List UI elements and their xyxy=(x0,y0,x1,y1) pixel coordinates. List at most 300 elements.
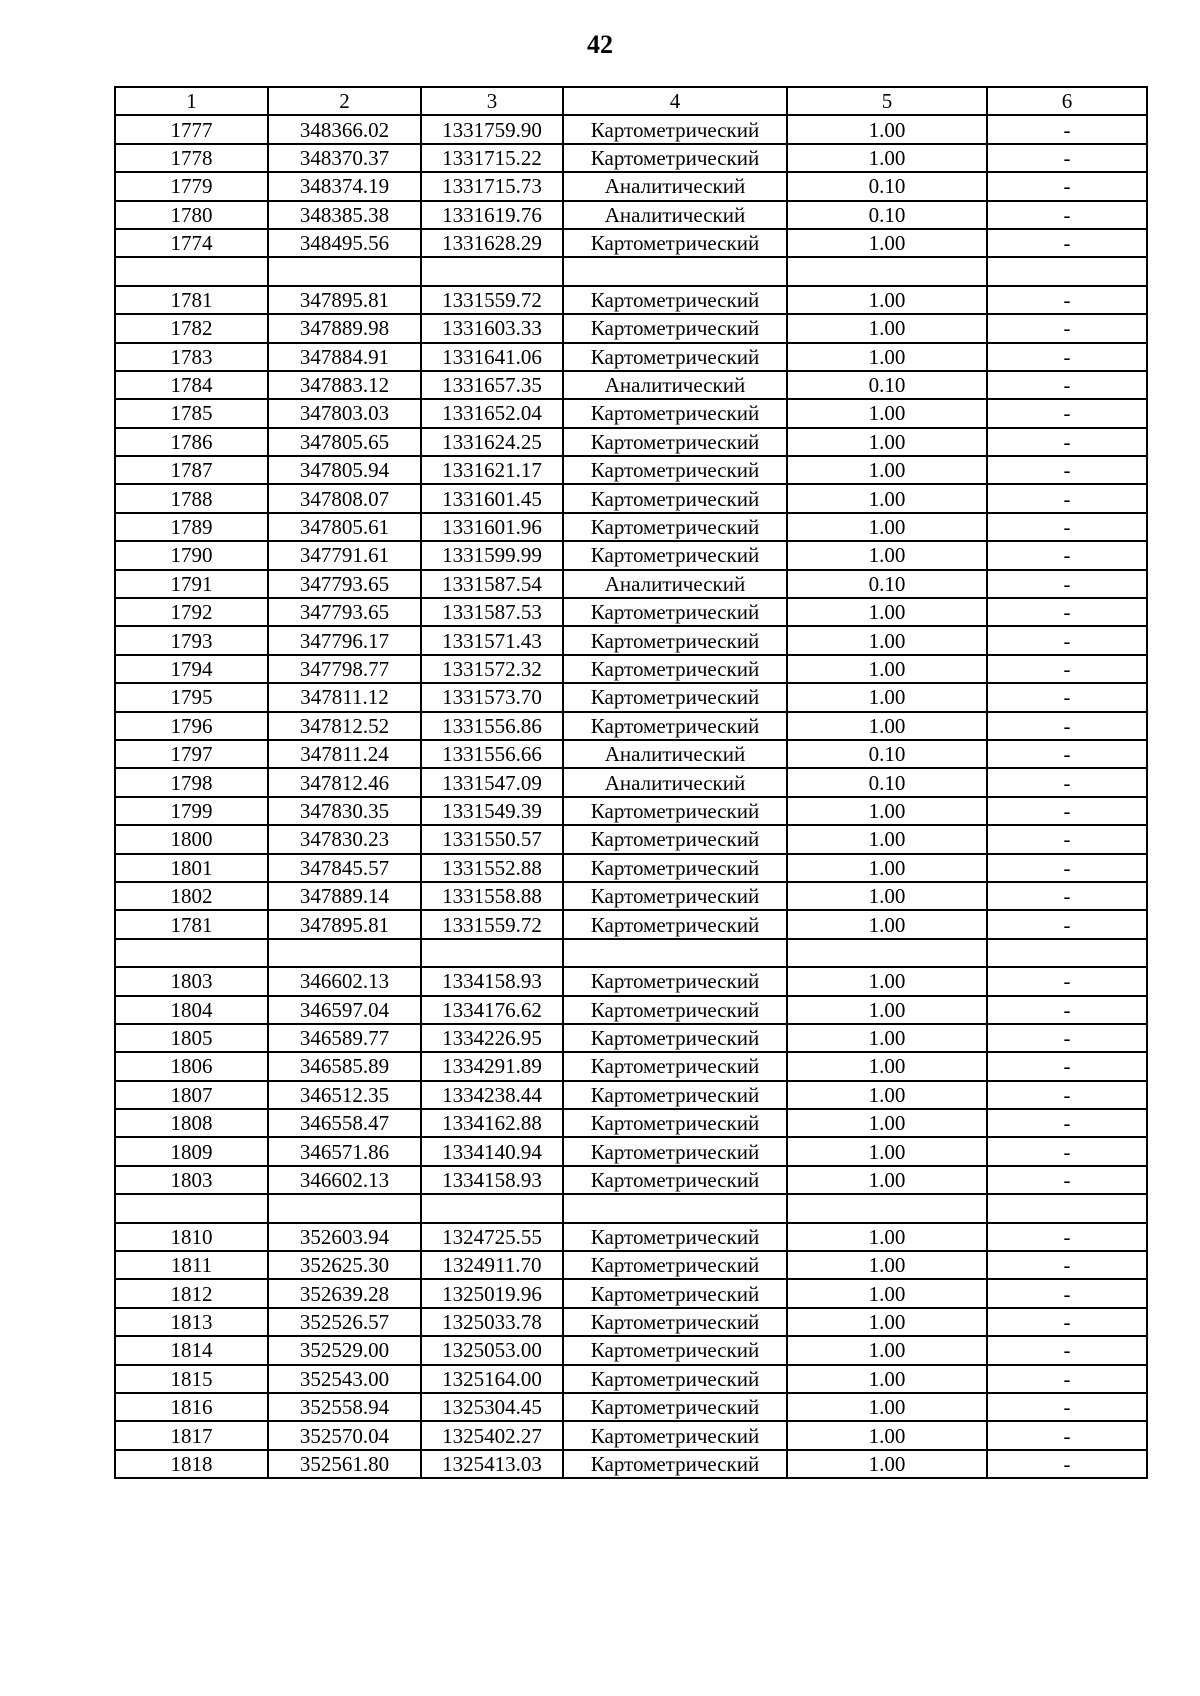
table-cell: 0.10 xyxy=(787,768,987,796)
table-cell: 1802 xyxy=(115,882,268,910)
table-row xyxy=(115,343,1147,371)
table-cell: 346597.04 xyxy=(268,996,421,1024)
table-cell: 1815 xyxy=(115,1365,268,1393)
table-cell: - xyxy=(987,1081,1147,1109)
table-cell: Аналитический xyxy=(563,172,787,200)
table-row xyxy=(115,257,1147,285)
table-cell: 1786 xyxy=(115,428,268,456)
table-cell xyxy=(563,1194,787,1222)
table-cell: Картометрический xyxy=(563,484,787,512)
table-row xyxy=(115,1279,1147,1307)
table-cell: 1.00 xyxy=(787,1024,987,1052)
table-cell: 1334140.94 xyxy=(421,1137,563,1165)
table-cell: Картометрический xyxy=(563,683,787,711)
table-cell: 346571.86 xyxy=(268,1137,421,1165)
table-cell: 1331558.88 xyxy=(421,882,563,910)
table-cell: 347791.61 xyxy=(268,541,421,569)
table-cell: 1.00 xyxy=(787,854,987,882)
table-row xyxy=(115,1450,1147,1478)
table-cell: 1794 xyxy=(115,655,268,683)
table-cell xyxy=(268,939,421,967)
table-row xyxy=(115,1166,1147,1194)
table-cell: 1.00 xyxy=(787,1365,987,1393)
table-cell: Картометрический xyxy=(563,1109,787,1137)
column-header: 1 xyxy=(115,87,268,115)
table-row xyxy=(115,314,1147,342)
table-cell: Картометрический xyxy=(563,854,787,882)
table-cell: 1785 xyxy=(115,399,268,427)
table-cell: 1.00 xyxy=(787,428,987,456)
table-cell: 352543.00 xyxy=(268,1365,421,1393)
table-cell: Картометрический xyxy=(563,513,787,541)
column-header: 5 xyxy=(787,87,987,115)
table-cell: 1812 xyxy=(115,1279,268,1307)
table-cell: - xyxy=(987,456,1147,484)
table-cell: 0.10 xyxy=(787,371,987,399)
table-cell: 347889.14 xyxy=(268,882,421,910)
table-cell: 1.00 xyxy=(787,456,987,484)
table-cell: 347845.57 xyxy=(268,854,421,882)
table-cell: 1808 xyxy=(115,1109,268,1137)
table-row xyxy=(115,854,1147,882)
table-cell: - xyxy=(987,598,1147,626)
table-cell: Аналитический xyxy=(563,740,787,768)
table-row xyxy=(115,399,1147,427)
table-cell: 1.00 xyxy=(787,144,987,172)
table-cell: Картометрический xyxy=(563,882,787,910)
table-cell: 1787 xyxy=(115,456,268,484)
table-cell: 348495.56 xyxy=(268,229,421,257)
table-cell: - xyxy=(987,854,1147,882)
table-cell: 1.00 xyxy=(787,1137,987,1165)
table-cell: 1.00 xyxy=(787,1166,987,1194)
table-row xyxy=(115,882,1147,910)
column-header: 2 xyxy=(268,87,421,115)
table-cell: - xyxy=(987,1393,1147,1421)
table-row xyxy=(115,967,1147,995)
table-cell: 1.00 xyxy=(787,484,987,512)
table-cell: 1792 xyxy=(115,598,268,626)
table-cell: - xyxy=(987,343,1147,371)
table-row xyxy=(115,910,1147,938)
table-cell: 347830.23 xyxy=(268,825,421,853)
table-cell xyxy=(421,257,563,285)
table-cell: 0.10 xyxy=(787,201,987,229)
table-cell: 1.00 xyxy=(787,1251,987,1279)
table-cell: 1331549.39 xyxy=(421,797,563,825)
table-cell: Картометрический xyxy=(563,1223,787,1251)
table-cell: - xyxy=(987,1109,1147,1137)
table-row xyxy=(115,1052,1147,1080)
table-cell: - xyxy=(987,797,1147,825)
table-cell: - xyxy=(987,683,1147,711)
table-cell: 1.00 xyxy=(787,1223,987,1251)
table-row xyxy=(115,1137,1147,1165)
table-cell: 1331641.06 xyxy=(421,343,563,371)
table-row xyxy=(115,428,1147,456)
table-cell: Картометрический xyxy=(563,1308,787,1336)
table-cell: 347805.61 xyxy=(268,513,421,541)
table-cell: 1334176.62 xyxy=(421,996,563,1024)
column-header: 3 xyxy=(421,87,563,115)
table-cell: 1779 xyxy=(115,172,268,200)
table-cell: 347798.77 xyxy=(268,655,421,683)
table-cell: Картометрический xyxy=(563,541,787,569)
table-cell: 0.10 xyxy=(787,570,987,598)
table-cell: 347811.12 xyxy=(268,683,421,711)
table-row xyxy=(115,1308,1147,1336)
table-cell: 1806 xyxy=(115,1052,268,1080)
table-cell: 1331559.72 xyxy=(421,910,563,938)
table-cell: Картометрический xyxy=(563,1365,787,1393)
table-cell: 1.00 xyxy=(787,1109,987,1137)
table-cell: 1796 xyxy=(115,712,268,740)
table-cell: 1334158.93 xyxy=(421,967,563,995)
table-cell xyxy=(115,257,268,285)
table-cell: 1331550.57 xyxy=(421,825,563,853)
table-cell: 1.00 xyxy=(787,314,987,342)
table-cell: 1817 xyxy=(115,1421,268,1449)
table-cell: 1.00 xyxy=(787,286,987,314)
table-row xyxy=(115,541,1147,569)
table-cell: 347830.35 xyxy=(268,797,421,825)
table-cell: 1325053.00 xyxy=(421,1336,563,1364)
table-row xyxy=(115,371,1147,399)
table-row xyxy=(115,768,1147,796)
table-cell: 1325033.78 xyxy=(421,1308,563,1336)
table-cell: 1774 xyxy=(115,229,268,257)
table-cell: 347895.81 xyxy=(268,910,421,938)
table-cell xyxy=(421,939,563,967)
table-cell: 1814 xyxy=(115,1336,268,1364)
table-cell: Картометрический xyxy=(563,1279,787,1307)
table-body xyxy=(115,115,1147,1478)
table-cell: Картометрический xyxy=(563,1024,787,1052)
table-cell xyxy=(268,1194,421,1222)
table-cell: - xyxy=(987,882,1147,910)
table-cell: 347895.81 xyxy=(268,286,421,314)
table-cell: Картометрический xyxy=(563,1421,787,1449)
table-cell: 1331599.99 xyxy=(421,541,563,569)
table-cell: 1334238.44 xyxy=(421,1081,563,1109)
table-cell: Картометрический xyxy=(563,797,787,825)
table-row xyxy=(115,1421,1147,1449)
table-cell: 347812.46 xyxy=(268,768,421,796)
table-cell: 1803 xyxy=(115,1166,268,1194)
table-cell: 347883.12 xyxy=(268,371,421,399)
table-cell: 1781 xyxy=(115,910,268,938)
table-cell: Картометрический xyxy=(563,626,787,654)
table-row xyxy=(115,115,1147,143)
table-cell: 352561.80 xyxy=(268,1450,421,1478)
table-cell: - xyxy=(987,172,1147,200)
table-cell: 1334291.89 xyxy=(421,1052,563,1080)
table-cell xyxy=(787,257,987,285)
table-cell: 1.00 xyxy=(787,541,987,569)
table-cell: 346589.77 xyxy=(268,1024,421,1052)
table-cell: 347811.24 xyxy=(268,740,421,768)
table-cell: 347793.65 xyxy=(268,570,421,598)
table-cell: 1331628.29 xyxy=(421,229,563,257)
table-cell: 1780 xyxy=(115,201,268,229)
table-row xyxy=(115,797,1147,825)
coordinates-table xyxy=(114,86,1148,1479)
table-cell: Картометрический xyxy=(563,825,787,853)
table-row xyxy=(115,1336,1147,1364)
table-row xyxy=(115,939,1147,967)
table-row xyxy=(115,1109,1147,1137)
table-cell: Картометрический xyxy=(563,144,787,172)
table-cell: 1777 xyxy=(115,115,268,143)
table-cell: 352603.94 xyxy=(268,1223,421,1251)
table-row xyxy=(115,144,1147,172)
table-cell: 1.00 xyxy=(787,712,987,740)
table-cell: Картометрический xyxy=(563,655,787,683)
table-cell: 346602.13 xyxy=(268,967,421,995)
table-cell: 348366.02 xyxy=(268,115,421,143)
table-row xyxy=(115,484,1147,512)
table-cell: 352558.94 xyxy=(268,1393,421,1421)
table-cell: 1.00 xyxy=(787,513,987,541)
table-cell: 1325413.03 xyxy=(421,1450,563,1478)
table-cell: 347803.03 xyxy=(268,399,421,427)
table-cell: 346602.13 xyxy=(268,1166,421,1194)
table-cell: 1331715.73 xyxy=(421,172,563,200)
table-cell: - xyxy=(987,1251,1147,1279)
table-cell: Картометрический xyxy=(563,1166,787,1194)
table-cell: Картометрический xyxy=(563,399,787,427)
table-cell: Картометрический xyxy=(563,1393,787,1421)
table-cell: 1331552.88 xyxy=(421,854,563,882)
table-cell: 1331587.53 xyxy=(421,598,563,626)
table-cell: Картометрический xyxy=(563,996,787,1024)
table-cell: Картометрический xyxy=(563,428,787,456)
page-number: 42 xyxy=(587,30,613,59)
table-cell: Аналитический xyxy=(563,570,787,598)
table-cell: 1.00 xyxy=(787,655,987,683)
table-cell: 1778 xyxy=(115,144,268,172)
table-cell: 1.00 xyxy=(787,910,987,938)
table-cell: 1.00 xyxy=(787,626,987,654)
table-cell xyxy=(787,939,987,967)
table-cell: 347805.94 xyxy=(268,456,421,484)
table-cell: - xyxy=(987,201,1147,229)
table-cell: 1324911.70 xyxy=(421,1251,563,1279)
table-cell: 1790 xyxy=(115,541,268,569)
table-cell: 347889.98 xyxy=(268,314,421,342)
table-row xyxy=(115,172,1147,200)
table-cell: - xyxy=(987,1223,1147,1251)
table-cell: 1805 xyxy=(115,1024,268,1052)
table-cell: 352625.30 xyxy=(268,1251,421,1279)
table-cell: 1334162.88 xyxy=(421,1109,563,1137)
table-cell: - xyxy=(987,1052,1147,1080)
table-cell: 1331587.54 xyxy=(421,570,563,598)
table-cell: 348385.38 xyxy=(268,201,421,229)
table-row xyxy=(115,655,1147,683)
table-cell: 1788 xyxy=(115,484,268,512)
table-cell: 347812.52 xyxy=(268,712,421,740)
table-cell: Картометрический xyxy=(563,314,787,342)
table-cell: 1.00 xyxy=(787,1336,987,1364)
table-cell: 1.00 xyxy=(787,1393,987,1421)
table-cell: Картометрический xyxy=(563,1137,787,1165)
table-cell: - xyxy=(987,967,1147,995)
table-row xyxy=(115,201,1147,229)
table-row xyxy=(115,1024,1147,1052)
table-cell xyxy=(115,1194,268,1222)
table-row xyxy=(115,570,1147,598)
table-cell: 0.10 xyxy=(787,172,987,200)
table-cell: 347884.91 xyxy=(268,343,421,371)
table-cell: - xyxy=(987,371,1147,399)
table-cell: 1324725.55 xyxy=(421,1223,563,1251)
table-cell: 352639.28 xyxy=(268,1279,421,1307)
table-cell: 347793.65 xyxy=(268,598,421,626)
table-cell: - xyxy=(987,825,1147,853)
table-cell: 1331559.72 xyxy=(421,286,563,314)
table-cell: - xyxy=(987,996,1147,1024)
table-cell: 348374.19 xyxy=(268,172,421,200)
table-cell: Картометрический xyxy=(563,967,787,995)
table-row xyxy=(115,1393,1147,1421)
table-cell: - xyxy=(987,513,1147,541)
table-cell: 1781 xyxy=(115,286,268,314)
table-cell: 1331619.76 xyxy=(421,201,563,229)
table-row xyxy=(115,712,1147,740)
table-cell: 1804 xyxy=(115,996,268,1024)
table-cell: 346585.89 xyxy=(268,1052,421,1080)
table-cell: 1795 xyxy=(115,683,268,711)
table-row xyxy=(115,513,1147,541)
table-cell xyxy=(787,1194,987,1222)
table-cell: 1331603.33 xyxy=(421,314,563,342)
table-cell: 1801 xyxy=(115,854,268,882)
table-cell: - xyxy=(987,144,1147,172)
table-row xyxy=(115,1365,1147,1393)
table-cell: Картометрический xyxy=(563,1336,787,1364)
table-cell: 1.00 xyxy=(787,882,987,910)
table-cell: 1331556.86 xyxy=(421,712,563,740)
table-cell: 1331556.66 xyxy=(421,740,563,768)
table-cell: - xyxy=(987,1365,1147,1393)
table-cell: - xyxy=(987,1279,1147,1307)
table-cell xyxy=(421,1194,563,1222)
table-cell: - xyxy=(987,712,1147,740)
table-cell: 1799 xyxy=(115,797,268,825)
table-cell: 1331715.22 xyxy=(421,144,563,172)
table-cell: Картометрический xyxy=(563,910,787,938)
table-cell: 1325019.96 xyxy=(421,1279,563,1307)
table-cell: Картометрический xyxy=(563,286,787,314)
table-cell: Картометрический xyxy=(563,456,787,484)
table-cell: 1803 xyxy=(115,967,268,995)
table-row xyxy=(115,229,1147,257)
table-cell: 1816 xyxy=(115,1393,268,1421)
table-cell: 1783 xyxy=(115,343,268,371)
table-cell: 1.00 xyxy=(787,399,987,427)
table-cell: 1.00 xyxy=(787,1421,987,1449)
table-cell: Картометрический xyxy=(563,1052,787,1080)
table-cell: 1331652.04 xyxy=(421,399,563,427)
table-cell: 1331601.96 xyxy=(421,513,563,541)
table-cell: 1793 xyxy=(115,626,268,654)
table-row xyxy=(115,825,1147,853)
table-cell: 1800 xyxy=(115,825,268,853)
table-cell: - xyxy=(987,541,1147,569)
table-cell: Картометрический xyxy=(563,1251,787,1279)
table-cell: 1.00 xyxy=(787,343,987,371)
table-cell: 1325304.45 xyxy=(421,1393,563,1421)
table-cell: - xyxy=(987,1137,1147,1165)
table-cell: 1331572.32 xyxy=(421,655,563,683)
table-row xyxy=(115,598,1147,626)
table-cell: 1.00 xyxy=(787,229,987,257)
table-cell: Картометрический xyxy=(563,229,787,257)
table-cell: - xyxy=(987,1166,1147,1194)
table-row xyxy=(115,626,1147,654)
table-row xyxy=(115,1194,1147,1222)
table-cell: - xyxy=(987,655,1147,683)
table-cell: 352570.04 xyxy=(268,1421,421,1449)
table-cell: 1.00 xyxy=(787,1081,987,1109)
table-cell: - xyxy=(987,484,1147,512)
table-cell: - xyxy=(987,1421,1147,1449)
table-cell: Картометрический xyxy=(563,712,787,740)
table-cell: 346558.47 xyxy=(268,1109,421,1137)
table-row xyxy=(115,456,1147,484)
table-cell: 1810 xyxy=(115,1223,268,1251)
table-cell: 1.00 xyxy=(787,1308,987,1336)
table-cell: Картометрический xyxy=(563,1450,787,1478)
table-cell: 1.00 xyxy=(787,797,987,825)
table-cell: - xyxy=(987,626,1147,654)
table-cell: 1811 xyxy=(115,1251,268,1279)
table-cell: Картометрический xyxy=(563,1081,787,1109)
table-cell: 1813 xyxy=(115,1308,268,1336)
table-cell: - xyxy=(987,570,1147,598)
table-cell: 1.00 xyxy=(787,1279,987,1307)
table-cell: 1331547.09 xyxy=(421,768,563,796)
table-cell: 1331573.70 xyxy=(421,683,563,711)
table-cell: - xyxy=(987,229,1147,257)
table-cell: 347808.07 xyxy=(268,484,421,512)
table-cell: - xyxy=(987,1308,1147,1336)
table-cell: 1791 xyxy=(115,570,268,598)
table-cell: 1809 xyxy=(115,1137,268,1165)
table-cell: 1782 xyxy=(115,314,268,342)
table-cell: 1798 xyxy=(115,768,268,796)
table-cell: 1.00 xyxy=(787,996,987,1024)
table-cell: 1818 xyxy=(115,1450,268,1478)
table-cell: - xyxy=(987,910,1147,938)
column-header: 6 xyxy=(987,87,1147,115)
table-cell: 1331601.45 xyxy=(421,484,563,512)
table-cell: 1.00 xyxy=(787,683,987,711)
table-cell xyxy=(563,257,787,285)
table-cell: 1.00 xyxy=(787,1450,987,1478)
table-row xyxy=(115,683,1147,711)
table-cell xyxy=(987,1194,1147,1222)
table-cell: 348370.37 xyxy=(268,144,421,172)
table-cell: 1.00 xyxy=(787,1052,987,1080)
table-cell: 1.00 xyxy=(787,115,987,143)
table-cell: 346512.35 xyxy=(268,1081,421,1109)
table-row xyxy=(115,1223,1147,1251)
table-cell xyxy=(987,257,1147,285)
table-row xyxy=(115,1081,1147,1109)
table-cell: 1797 xyxy=(115,740,268,768)
